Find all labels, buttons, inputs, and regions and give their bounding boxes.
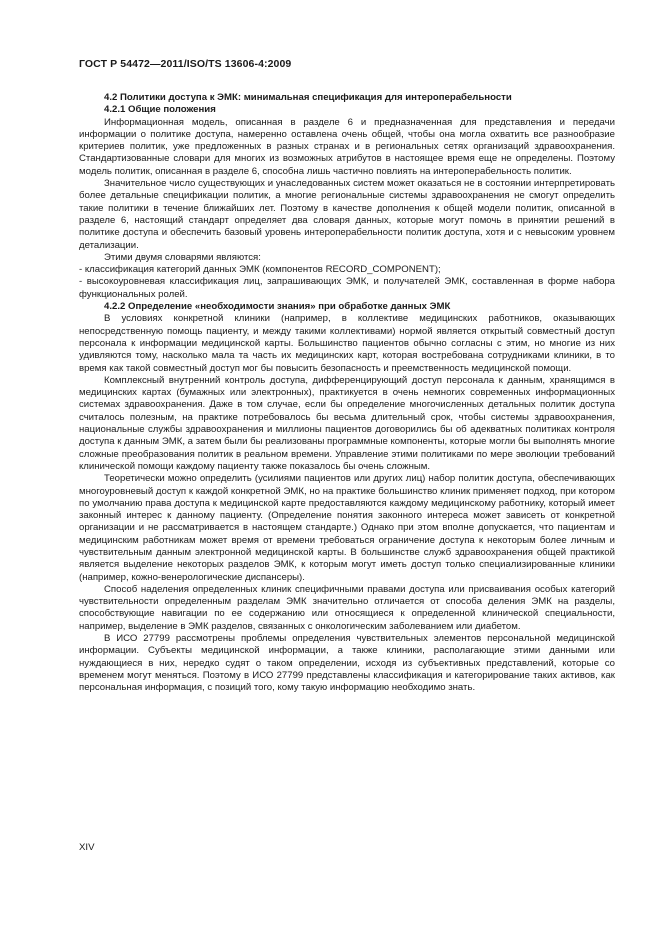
paragraph: В условиях конкретной клиники (например, в коллективе медицинских работников, оказывающих непосредственную помощь пациенту, и между такими коллективами) нормой является открытый совместный доступ персонала к информации медицинской карты. Большинство пациентов обычно согласны с этим, но многие из них удивляются тому, насколько мала та часть их медицинских карт, которая востребована сотрудниками клиники, в то время как такой совместный доступ мог бы повысить безопасность и преемственность медицинской помощи. <box>79 313 615 374</box>
running-header: ГОСТ Р 54472—2011/ISO/TS 13606-4:2009 <box>79 58 292 70</box>
list-item: - классификация категорий данных ЭМК (компонентов RECORD_COMPONENT); <box>79 264 441 276</box>
paragraph: Информационная модель, описанная в разделе 6 и предназначенная для представления и передачи информации о политике доступа, намеренно оставлена очень общей, чтобы она могла охватить все разнообразие критериев политик, уже предложенных в разных странах и в региональных сетях организаций здравоохранения. Стандартизованные словари для многих из возможных атрибутов в настоящее время еще не определены. Поэтому модель политик, описанная в разделе 6, способна лишь частично повлиять на интероперабельность политик. <box>79 116 615 177</box>
paragraph: Значительное число существующих и унаследованных систем может оказаться не в состоянии интерпретировать более детальные спецификации политик, а многие региональные системы здравоохранения не смогут определить такие политики в течение ближайших лет. Поэтому в качестве дополнения к общей модели политик, описанной в разделе 6, настоящий стандарт определяет два словаря данных, которые могут помочь в принятии решений в политике доступа и обеспечить базовый уровень интероперабельности политик доступа, хотя и с невысоким уровнем детализации. <box>79 178 615 251</box>
paragraph: Комплексный внутренний контроль доступа, дифференцирующий доступ персонала к данным, хранящимся в медицинских картах (бумажных или электронных), практикуется в очень немногих современных информационных системах здравоохранения. Даже в том случае, если бы определение многочисленных детальных политик доступа считалось полезным, на практике потребовалось бы весьма длительный срок, чтобы системы здравоохранения, национальные службы здравоохранения и миллионы пациентов договорились бы об адекватных политиках контроля доступа к данным ЭМК, а затем были бы реализованы программные компоненты, которые могли бы выполнять многие сложные преобразования политик в реальном времени. Управление этими политиками по мере эволюции требований клинической помощи каждому пациенту также показалось бы очень сложным. <box>79 374 615 472</box>
paragraph: Этими двумя словарями являются: <box>104 251 261 263</box>
paragraph: Способ наделения определенных клиник специфичными правами доступа или присваивания особых категорий чувствительности определенным разделам ЭМК значительно отличается от способа деления ЭМК на разделы, способствующие навигации по ее содержанию или относящиеся к определенной клинической специальности, например, выделение в ЭМК разделов, связанных с онкологическим заболеванием или диабетом. <box>79 583 615 632</box>
page-content <box>79 92 615 695</box>
subsection-title-need-to-know: 4.2.2 Определение «необходимости знания» при обработке данных ЭМК <box>104 301 451 313</box>
paragraph: В ИСО 27799 рассмотрены проблемы определения чувствительных элементов персональной медицинской информации. Субъекты медицинской информации, а также клиники, располагающие этими данными или нуждающиеся в них, нередко судят о таком определении, исходя из субъективных представлений, которые со временем могут меняться. Поэтому в ИСО 27799 представлены классификация и категорирование таких активов, как персональная информация, с позиций того, кому такую информацию необходимо знать. <box>79 633 615 694</box>
section-title: 4.2 Политики доступа к ЭМК: минимальная спецификация для интероперабельности <box>104 92 512 103</box>
subsection-title-general: 4.2.1 Общие положения <box>104 104 216 116</box>
list-item: - высокоуровневая классификация лиц, запрашивающих ЭМК, и получателей ЭМК, составленная в форме набора функциональных ролей. <box>79 276 615 300</box>
page-number: XIV <box>79 842 95 853</box>
paragraph: Теоретически можно определить (усилиями пациентов или других лиц) набор политик доступа, обеспечивающих многоуровневый доступ к каждой конкретной ЭМК, но на практике большинство клиник применяет подход, при котором по умолчанию права доступа к медицинской карте предоставляются каждому медицинскому работнику, который имеет законный интерес к данному пациенту. (Определение понятия законного интереса может зависеть от конкретной организации и не рассматривается в настоящем стандарте.) Однако при этом вполне допускается, что пациентам и медицинским работникам может время от времени требоваться ограничение доступа к некоторым более личным и чувствительным данным электронной медицинской карты. В большинстве служб здравоохранения общей практикой является выделение некоторых разделов ЭМК, к которым могут иметь доступ только специализированные клиники (например, кожно-венерологические диспансеры). <box>79 473 615 583</box>
